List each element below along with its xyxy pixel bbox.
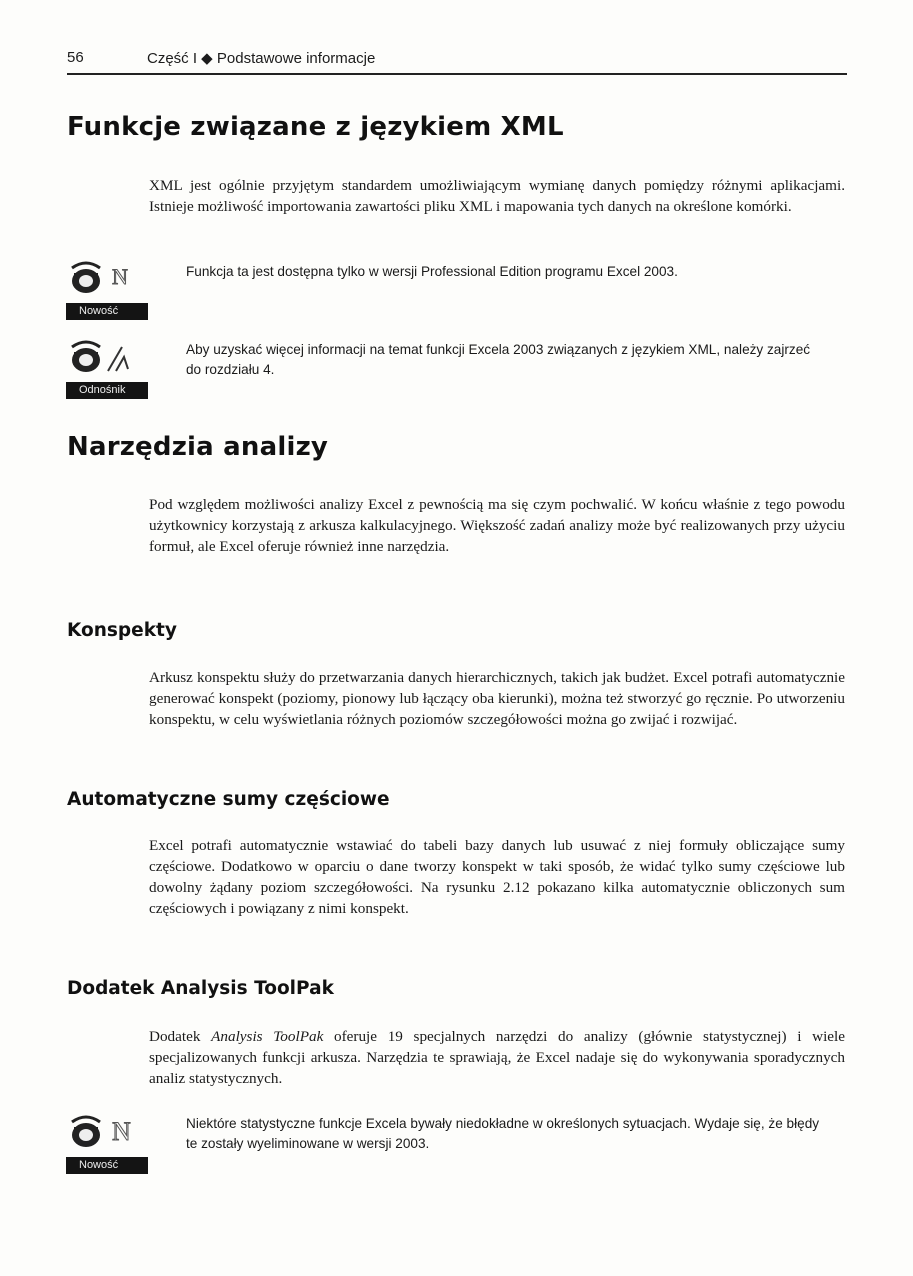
heading-analysis-tools: Narzędzia analizy [67, 432, 329, 462]
svg-text:N: N [112, 1117, 131, 1146]
heading-xml: Funkcje związane z językiem XML [67, 112, 564, 142]
new-feature-icon [66, 254, 148, 304]
note-new-toolpak: Niektóre statystyczne funkcje Excela bywały niedokładne w określonych sytuacjach. Wydaje się, że błędy te zostały wyeliminowane w wersji 2003. [186, 1116, 820, 1151]
reference-icon [66, 333, 148, 383]
heading-analysis-toolpak: Dodatek Analysis ToolPak [67, 978, 334, 999]
running-title: Część I ◆ Podstawowe informacje [147, 50, 376, 67]
heading-subtotals: Automatyczne sumy częściowe [67, 789, 390, 810]
paragraph-subtotals: Excel potrafi automatycznie wstawiać do tabeli bazy danych lub usuwać z niej formuły obliczające sumy częściowe. Dodatkowo w oparciu o dane tworzy konspekt w taki sposób, że widać tylko sumy częściowe lub dowolny żądany poziom szczegółowości. Na rysunku 2.12 pokazano kilka automatycznie obliczonych sum częściowych i powiązany z nimi konspekt. [149, 837, 845, 917]
reference-label: Odnośnik [66, 382, 148, 399]
heading-outlines: Konspekty [67, 620, 177, 641]
note-new-xml: Funkcja ta jest dostępna tylko w wersji Professional Edition programu Excel 2003. [186, 264, 678, 279]
new-feature-icon [66, 1108, 148, 1158]
paragraph-analysis-tools: Pod względem możliwości analizy Excel z pewnością ma się czym pochwalić. W końcu właśnie z tego powodu użytkownicy korzystają z arkusza kalkulacyjnego. Większość zadań analizy może być realizowanych przy użyciu formuł, ale Excel oferuje również inne narzędzia. [149, 496, 845, 555]
page-number: 56 [67, 49, 84, 66]
paragraph-outlines: Arkusz konspektu służy do przetwarzania danych hierarchicznych, takich jak budżet. Excel potrafi automatycznie generować konspekt (poziomy, pionowy lub łączący oba kierunki), można też stworzyć go ręcznie. Po utworzeniu konspektu, w celu wyświetlania różnych poziomów szczegółowości można go zwijać i rozwijać. [149, 669, 845, 728]
new-feature-badge [66, 254, 148, 320]
product-name: Analysis ToolPak [211, 1028, 324, 1045]
running-header [67, 45, 847, 75]
reference-badge [66, 333, 148, 399]
paragraph-analysis-toolpak: Dodatek Analysis ToolPak oferuje 19 specjalnych narzędzi do analizy (głównie statystycznej) i wiele specjalizowanych funkcji arkusza. Narzędzia te sprawiają, że Excel nadaje się do wykonywania sporadycznych analiz statystycznych. [149, 1028, 845, 1087]
note-reference-xml: Aby uzyskać więcej informacji na temat funkcji Excela 2003 związanych z językiem XML, należy zajrzeć do rozdziału 4. [186, 342, 811, 377]
paragraph-xml: XML jest ogólnie przyjętym standardem umożliwiającym wymianę danych pomiędzy różnymi aplikacjami. Istnieje możliwość importowania zawartości pliku XML i mapowania tych danych na określone komórki. [149, 177, 845, 215]
svg-text:N: N [112, 264, 128, 289]
new-feature-badge-2 [66, 1108, 148, 1174]
new-feature-label: Nowość [66, 1157, 148, 1174]
new-feature-label: Nowość [66, 303, 148, 320]
